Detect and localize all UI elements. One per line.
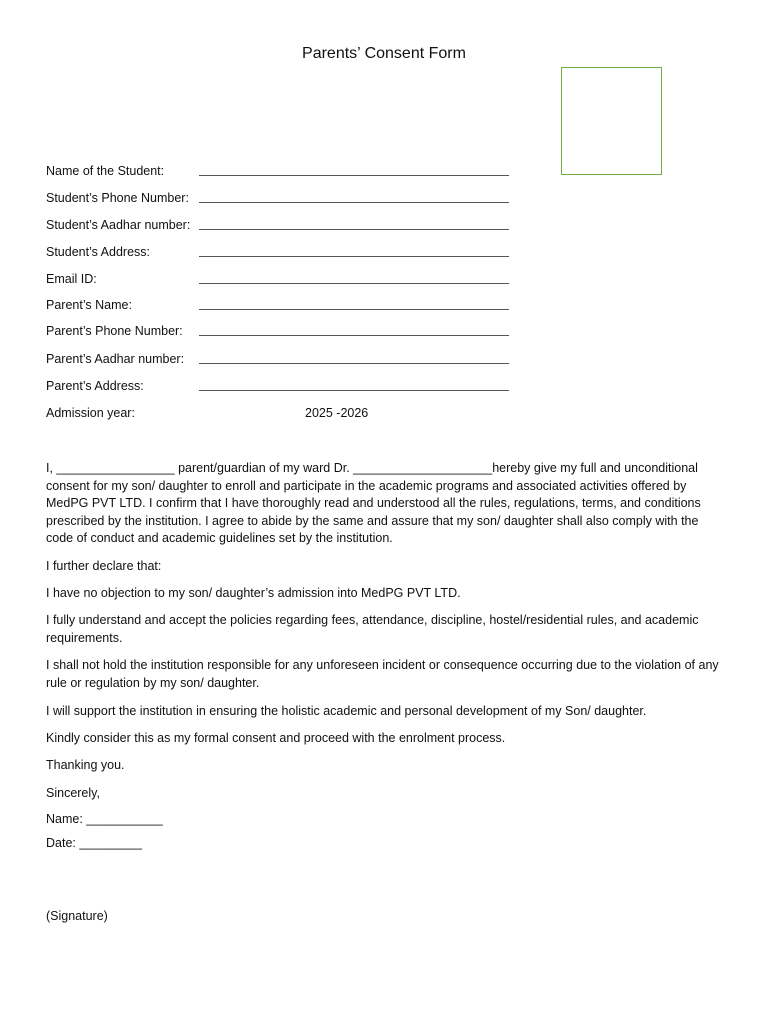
field-label: Student’s Address: <box>46 245 151 259</box>
declare-intro: I further declare that: <box>46 559 162 573</box>
declaration-item: I fully understand and accept the policies regarding fees, attendance, discipline, hostel/residential rules, and academic requirements. <box>46 613 699 645</box>
declaration-item: I shall not hold the institution responsible for any unforeseen incident or consequence occurring due to the violation of any rule or regulation by my son/ daughter. <box>46 658 719 690</box>
field-label: Parent’s Address: <box>46 379 144 393</box>
field-input-line[interactable] <box>199 283 509 284</box>
field-input-line[interactable] <box>199 229 509 230</box>
field-row-student-phone <box>46 190 516 208</box>
field-label: Student’s Phone Number: <box>46 191 189 205</box>
field-input-line[interactable] <box>199 175 509 176</box>
field-input-line[interactable] <box>199 390 509 391</box>
field-row-parent-address <box>46 378 516 396</box>
form-title: Parents’ Consent Form <box>302 45 466 62</box>
field-row-parent-aadhar <box>46 351 516 369</box>
field-row-email <box>46 271 516 289</box>
field-input-line[interactable] <box>199 202 509 203</box>
field-label: Email ID: <box>46 272 97 286</box>
declaration-item: I have no objection to my son/ daughter’s admission into MedPG PVT LTD. <box>46 586 461 600</box>
field-label: Parent’s Aadhar number: <box>46 352 185 366</box>
field-input-line[interactable] <box>199 363 509 364</box>
field-label: Parent’s Name: <box>46 298 132 312</box>
sincerely-text: Sincerely, <box>46 786 100 800</box>
photo-box <box>561 67 662 175</box>
thanks-text: Thanking you. <box>46 758 125 772</box>
field-row-parent-name <box>46 297 516 315</box>
field-row-parent-phone <box>46 323 516 341</box>
field-label: Student’s Aadhar number: <box>46 218 191 232</box>
field-label: Name of the Student: <box>46 164 165 178</box>
field-label: Admission year: <box>46 406 135 420</box>
field-label: Parent’s Phone Number: <box>46 324 183 338</box>
date-line: Date: _________ <box>46 836 142 850</box>
field-input-line[interactable] <box>199 309 509 310</box>
signature-label: (Signature) <box>46 909 108 923</box>
field-row-student-aadhar <box>46 217 516 235</box>
field-input-line[interactable] <box>199 256 509 257</box>
field-row-student-name <box>46 163 516 181</box>
consent-paragraph: I, _________________ parent/guardian of my ward Dr. ____________________hereby give my full and unconditional consent for my son/ daughter to enroll and participate in the academic programs and associated activities offered by MedPG PVT LTD. I confirm that I have thoroughly read and understood all the rules, regulations, terms, and conditions prescribed by the institution. I agree to abide by the same and assure that my son/ daughter shall also comply with the code of conduct and academic guidelines set by the institution. <box>46 461 701 545</box>
name-line: Name: ___________ <box>46 812 163 826</box>
declaration-item: I will support the institution in ensuring the holistic academic and personal development of my Son/ daughter. <box>46 704 647 718</box>
field-input-line[interactable] <box>199 335 509 336</box>
field-row-student-address <box>46 244 516 262</box>
field-row-admission-year <box>46 405 516 423</box>
admission-year-value: 2025 -2026 <box>305 406 369 420</box>
closing-text: Kindly consider this as my formal consent and proceed with the enrolment process. <box>46 731 506 745</box>
